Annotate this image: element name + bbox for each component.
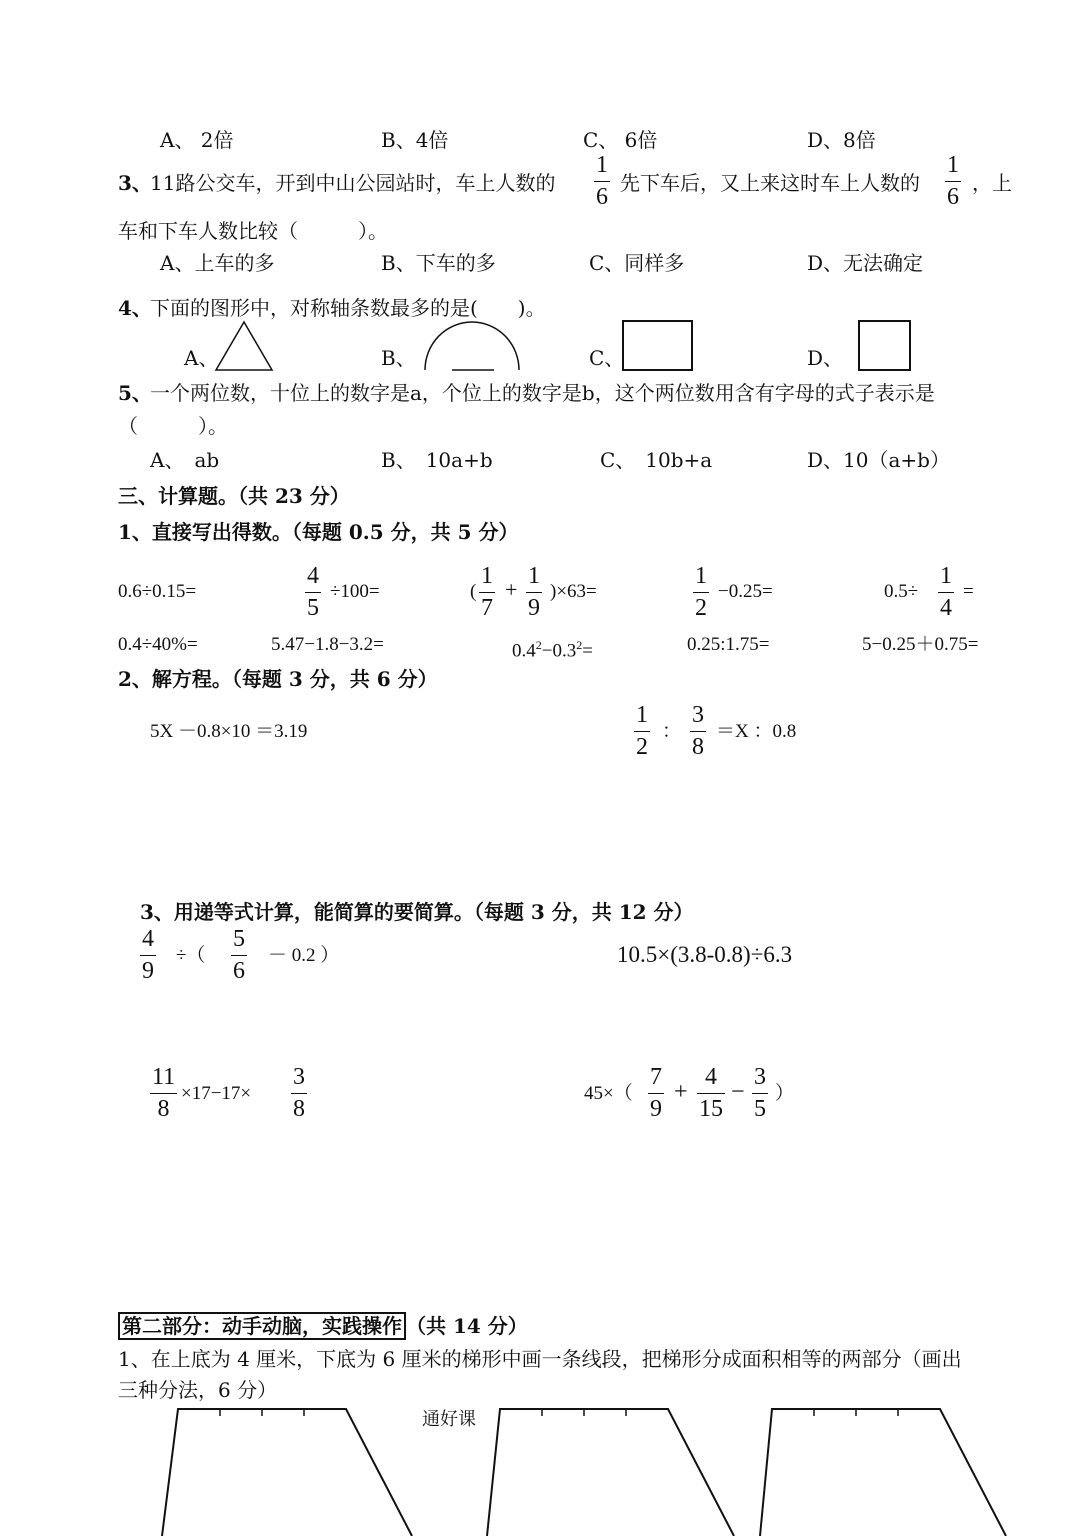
fraction-numerator: 3	[293, 1064, 305, 1090]
fraction-denominator: 15	[699, 1096, 723, 1122]
trapezoid-2	[475, 1400, 755, 1536]
sub3-title: 3、用递等式计算，能简算的要简算。（每题 3 分，共 12 分）	[140, 900, 694, 924]
problem-4-fraction-3	[752, 1064, 768, 1122]
calc-r1-e1: 0.6÷0.15=	[118, 581, 197, 602]
q2-option-a: A、 2倍	[160, 128, 234, 152]
q3-fraction-1	[594, 152, 610, 210]
power-base-2: −0.3	[541, 640, 577, 662]
fraction-denominator: 6	[947, 184, 959, 210]
q3-number: 3、	[118, 171, 152, 195]
q2-option-c: C、 6倍	[583, 128, 658, 152]
q5-number: 5、	[118, 381, 152, 405]
equation-1: 5X －0.8×10 ＝3.19	[150, 721, 308, 742]
section3-title: 三、计算题。（共 23 分）	[118, 484, 350, 508]
q5-option-d: D、10（a+b）	[807, 448, 950, 472]
fraction-denominator: 2	[636, 734, 648, 760]
calc-r1-e3-rest: )×63=	[550, 581, 597, 602]
q3-text-part2: 先下车后，又上来这时车上人数的	[620, 171, 920, 195]
part2-title-rest: （共 14 分）	[406, 1314, 528, 1338]
problem-4-pre: 45×（	[584, 1083, 633, 1104]
fraction-denominator: 8	[157, 1096, 170, 1122]
fraction-denominator: 5	[754, 1096, 766, 1122]
problem-1-fraction-1	[140, 926, 156, 984]
q5-text: 一个两位数，十位上的数字是a，个位上的数字是b，这个两位数用含有字母的式子表示是	[150, 381, 935, 405]
fraction-numerator: 1	[947, 152, 959, 178]
equation-2-colon: ：	[662, 721, 682, 742]
fraction-denominator: 6	[596, 184, 608, 210]
calc-r1-e3-fraction-1	[479, 563, 495, 621]
problem-4-fraction-1	[648, 1064, 664, 1122]
q3-option-c: C、同样多	[589, 251, 685, 275]
q3-text-part1: 11路公交车，开到中山公园站时，车上人数的	[150, 171, 556, 195]
fraction-denominator: 8	[293, 1096, 305, 1122]
calc-r2-e5: 5−0.25＋0.75=	[862, 634, 979, 655]
exponent-2: 2	[576, 638, 583, 652]
q3-text-part3: ，上	[972, 171, 1012, 195]
fraction-denominator: 9	[142, 958, 154, 984]
calc-r1-e4-rest: −0.25=	[718, 581, 773, 602]
problem-1-mid: ÷（	[176, 945, 206, 966]
fraction-denominator: 4	[940, 595, 952, 621]
trapezoid-3	[750, 1400, 1050, 1536]
problem-4-rest: ）	[775, 1083, 795, 1104]
fraction-numerator: 1	[596, 152, 608, 178]
fraction-denominator: 6	[233, 958, 245, 984]
part2-title	[118, 1314, 528, 1338]
problem-3-fraction-1	[150, 1064, 177, 1122]
problem-3-fraction-2	[291, 1064, 307, 1122]
q4-number: 4、	[118, 296, 152, 320]
fraction-numerator: 3	[692, 702, 704, 728]
triangle-shape	[214, 320, 274, 372]
exponent-1: 2	[535, 638, 542, 652]
equation-2-rest: ＝X ：0.8	[716, 721, 797, 742]
problem-4-plus: +	[674, 1079, 688, 1105]
part2-q1-line2: 三种分法，6 分）	[118, 1378, 278, 1402]
equation-2-fraction-1	[634, 702, 650, 760]
q5-text-line2: （ ）。	[118, 414, 228, 438]
calc-r1-e2-rest: ÷100=	[330, 581, 380, 602]
calc-r1-e5-rest: =	[963, 581, 974, 602]
part2-title-boxed: 第二部分：动手动脑，实践操作	[118, 1312, 406, 1340]
q3-option-a: A、上车的多	[160, 251, 275, 275]
fraction-numerator: 4	[307, 563, 319, 589]
calc-r1-e3-open: (	[470, 581, 477, 602]
equation-2-fraction-2	[690, 702, 706, 760]
calc-r1-e2-fraction	[305, 563, 321, 621]
q4-option-a: A、	[184, 346, 219, 370]
equals-sign: =	[582, 640, 593, 662]
fraction-numerator: 1	[940, 563, 952, 589]
calc-r2-e3	[512, 633, 593, 663]
fraction-numerator: 1	[695, 563, 707, 589]
q3-option-d: D、无法确定	[807, 251, 924, 275]
fraction-numerator: 1	[481, 563, 493, 589]
problem-3-mid: ×17−17×	[181, 1083, 252, 1104]
fraction-denominator: 9	[650, 1096, 662, 1122]
fraction-denominator: 5	[307, 595, 319, 621]
fraction-numerator: 11	[152, 1064, 176, 1090]
rectangle-shape	[622, 320, 694, 372]
part2-q1-line1: 1、在上底为 4 厘米，下底为 6 厘米的梯形中画一条线段，把梯形分成面积相等的两部分（画出	[118, 1347, 962, 1371]
calc-r1-e3-plus: +	[505, 577, 518, 602]
calc-r1-e3-fraction-2	[526, 563, 542, 621]
square-shape	[858, 320, 912, 372]
fraction-numerator: 4	[142, 926, 154, 952]
power-base-1: 0.4	[512, 640, 536, 662]
problem-2: 10.5×(3.8-0.8)÷6.3	[617, 942, 793, 967]
q2-option-d: D、8倍	[807, 128, 876, 152]
fraction-denominator: 8	[692, 734, 704, 760]
q4-option-c: C、	[589, 346, 625, 370]
q3-fraction-2	[945, 152, 961, 210]
sub1-title: 1、直接写出得数。（每题 0.5 分，共 5 分）	[118, 520, 519, 544]
fraction-numerator: 1	[528, 563, 540, 589]
problem-1-rest: － 0.2 ）	[268, 945, 340, 966]
trapezoid-1	[150, 1400, 430, 1536]
q5-option-c: C、 10b+a	[600, 448, 713, 472]
problem-4-minus: −	[731, 1079, 745, 1105]
q5-option-b: B、 10a+b	[381, 448, 493, 472]
fraction-numerator: 3	[754, 1064, 766, 1090]
fraction-denominator: 7	[481, 595, 493, 621]
problem-1-fraction-2	[231, 926, 247, 984]
q4-text: 下面的图形中，对称轴条数最多的是( )。	[150, 296, 546, 320]
fraction-denominator: 9	[528, 595, 540, 621]
calc-r1-e5-fraction	[938, 563, 954, 621]
fraction-numerator: 5	[233, 926, 245, 952]
problem-4-fraction-2	[697, 1064, 725, 1122]
fraction-denominator: 2	[695, 595, 707, 621]
q3-option-b: B、下车的多	[381, 251, 496, 275]
semicircle-shape	[422, 320, 522, 372]
calc-r2-e2: 5.47−1.8−3.2=	[271, 634, 384, 655]
q2-option-b: B、4倍	[381, 128, 449, 152]
calc-r2-e1: 0.4÷40%=	[118, 634, 198, 655]
q4-option-d: D、	[807, 346, 844, 370]
q4-option-b: B、	[381, 346, 416, 370]
sub2-title: 2、解方程。（每题 3 分，共 6 分）	[118, 667, 438, 691]
calc-r1-e5-pre: 0.5÷	[884, 581, 919, 602]
watermark-text: 通好课	[422, 1409, 476, 1430]
fraction-numerator: 7	[650, 1064, 662, 1090]
calc-r2-e4: 0.25:1.75=	[687, 634, 770, 655]
calc-r1-e4-fraction	[693, 563, 709, 621]
q3-text-line2: 车和下车人数比较（ ）。	[118, 219, 388, 243]
fraction-numerator: 1	[636, 702, 648, 728]
fraction-numerator: 4	[705, 1064, 717, 1090]
q5-option-a: A、 ab	[150, 448, 220, 472]
